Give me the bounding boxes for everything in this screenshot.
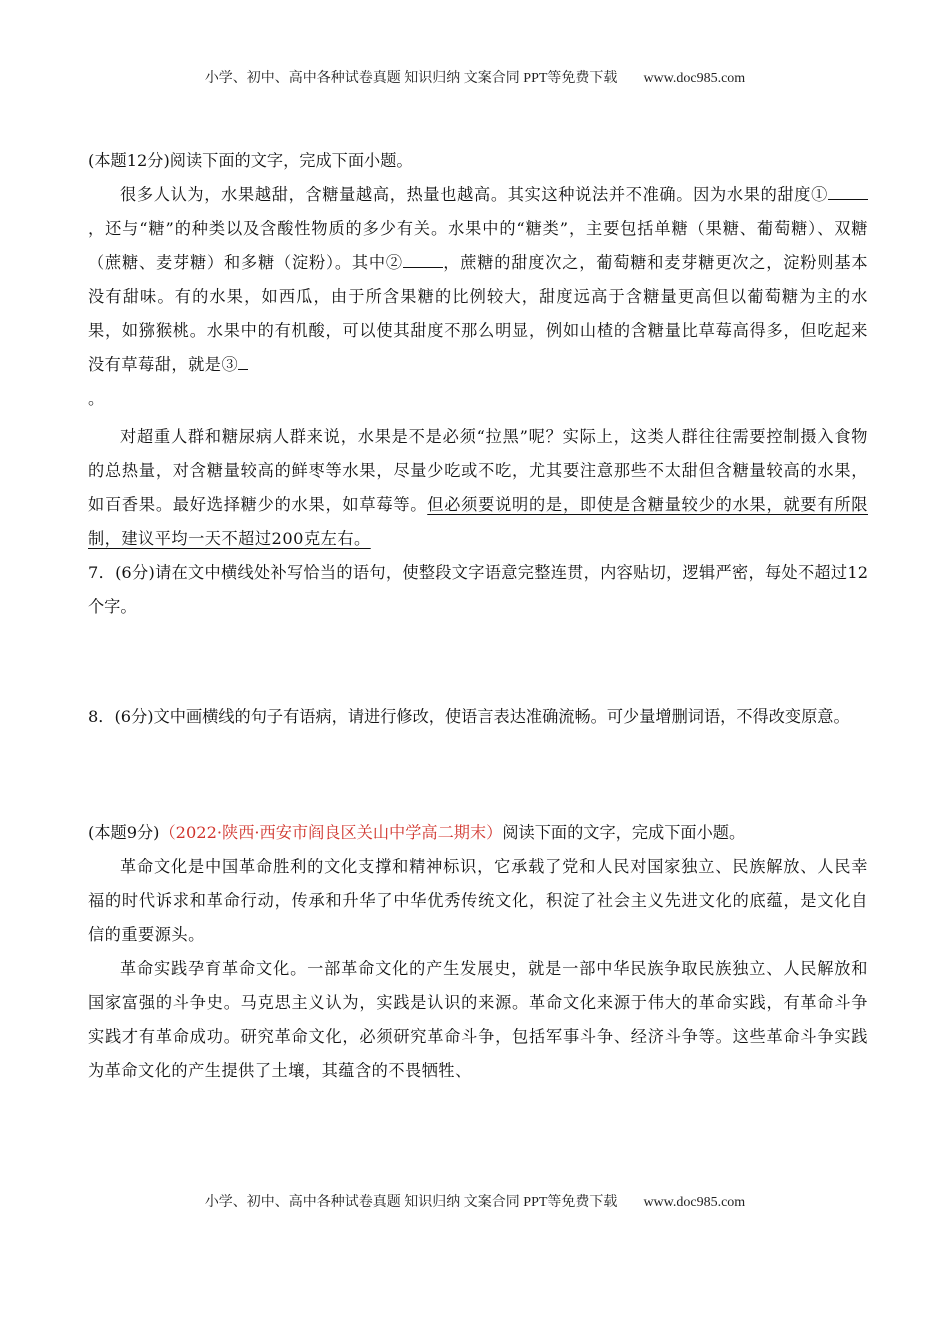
header-text: 小学、初中、高中各种试卷真题 知识归纳 文案合同 PPT等免费下载 [204,71,618,86]
section1-paragraph-2: 对超重人群和糖尿病人群来说，水果是不是必须“拉黑”呢？实际上，这类人群往往需要控制摄入食物的总热量，对含糖量较高的鲜枣等水果，尽量少吃或不吃，尤其要注意那些不太甜但含糖量较高的水果，如百香果。最好选择糖少的水果，如草莓等。但必须要说明的是，即使是含糖量较少的水果，就要有所限制，建议平均一天不超过200克左右。 [88,427,868,548]
answer-blank-3[interactable] [238,353,248,370]
section2-paragraph-1: 革命文化是中国革命胜利的文化支撑和精神标识，它承载了党和人民对国家独立、民族解放、人民幸福的时代诉求和革命行动，传承和升华了中华优秀传统文化，积淀了社会主义先进文化的底蕴，是文化自信的重要源头。 [88,857,868,944]
underlined-sentence: 但必须要说明的是，即使是含糖量较少的水果，就要有所限制，建议平均一天不超过200克左右。 [88,495,868,548]
header-url[interactable]: www.doc985.com [643,71,746,86]
source-citation: （2022·陕西·西安市阎良区关山中学高二期末） [159,823,503,842]
footer-url[interactable]: www.doc985.com [643,1195,746,1210]
question-7: 7．(6分)请在文中横线处补写恰当的语句，使整段文字语意完整连贯，内容贴切，逻辑严密，每处不超过12个字。 [88,563,868,616]
section1-intro: (本题12分)阅读下面的文字，完成下面小题。 [88,151,413,170]
section2-paragraph-2: 革命实践孕育革命文化。一部革命文化的产生发展史，就是一部中华民族争取民族独立、人民解放和国家富强的斗争史。马克思主义认为，实践是认识的来源。革命文化来源于伟大的革命实践，有革命斗争实践才有革命成功。研究革命文化，必须研究革命斗争，包括军事斗争、经济斗争等。这些革命斗争实践为革命文化的产生提供了土壤，其蕴含的不畏牺牲、 [88,959,868,1080]
answer-space-7[interactable] [88,624,868,700]
answer-blank-2[interactable] [403,251,443,268]
section1-paragraph-1: 很多人认为，水果越甜，含糖量越高，热量也越高。其实这种说法并不准确。因为水果的甜度①，还与“糖”的种类以及含酸性物质的多少有关。水果中的“糖类”，主要包括单糖（果糖、葡萄糖）、双糖（蔗糖、麦芽糖）和多糖（淀粉）。其中② ，蔗糖的甜度次之，葡萄糖和麦芽糖更次之，淀粉则基本没有甜味。有的水果，如西瓜，由于所含果糖的比例较大，甜度远高于含糖量更高但以葡萄糖为主的水果，如猕猴桃。水果中的有机酸，可以使其甜度不那么明显，例如山楂的含糖量比草莓高得多，但吃起来没有草莓甜，就是③ 。 [88,185,869,408]
section2-intro: (本题9分)（2022·陕西·西安市阎良区关山中学高二期末）阅读下面的文字，完成下面小题。 [88,823,746,842]
answer-blank-1[interactable] [828,183,868,200]
answer-space-8[interactable] [88,734,868,816]
document-body [88,144,868,1088]
page-header [0,67,950,87]
page-footer [0,1191,950,1211]
question-8: 8．(6分)文中画横线的句子有语病，请进行修改，使语言表达准确流畅。可少量增删词语，不得改变原意。 [88,707,850,726]
footer-text: 小学、初中、高中各种试卷真题 知识归纳 文案合同 PPT等免费下载 [204,1195,618,1210]
